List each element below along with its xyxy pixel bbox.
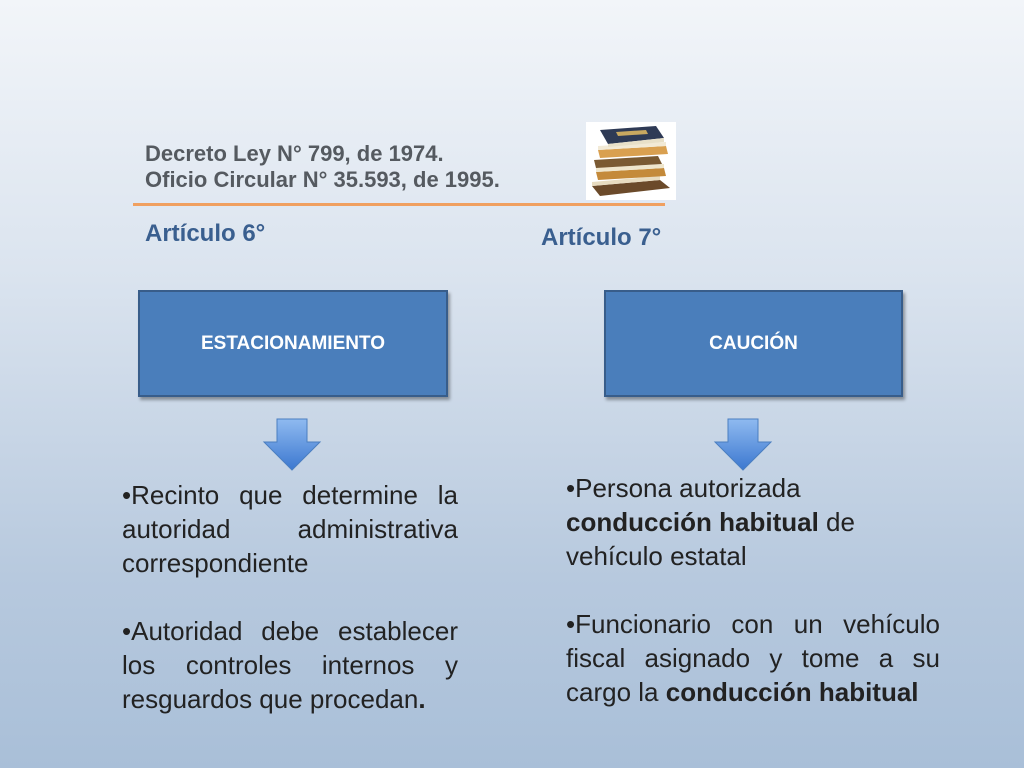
- right-bullet-2: •Funcionario con un vehículo fiscal asignado y tome a su cargo la conducción habitual: [566, 609, 940, 707]
- down-arrow-icon: [262, 418, 322, 477]
- article-7-label: Artículo 7°: [541, 224, 662, 251]
- right-bullet-1: •Persona autorizada conducción habitual de vehículo estatal: [566, 473, 855, 571]
- circular-line: Oficio Circular N° 35.593, de 1995.: [145, 167, 500, 192]
- books-icon: [586, 122, 676, 200]
- decree-line: Decreto Ley N° 799, de 1974.: [145, 141, 444, 166]
- caucion-box: CAUCIÓN: [604, 290, 903, 397]
- left-bullet-2: •Autoridad debe establecer los controles internos y resguardos que procedan.: [122, 616, 458, 714]
- article-6-label: Artículo 6°: [145, 220, 266, 247]
- estacionamiento-box: ESTACIONAMIENTO: [138, 290, 448, 397]
- orange-divider: [133, 203, 665, 206]
- down-arrow-icon: [713, 418, 773, 477]
- left-bullet-1: •Recinto que determine la autoridad administrativa correspondiente: [122, 480, 458, 578]
- right-bullet-list: [566, 471, 940, 743]
- left-bullet-list: [122, 478, 458, 750]
